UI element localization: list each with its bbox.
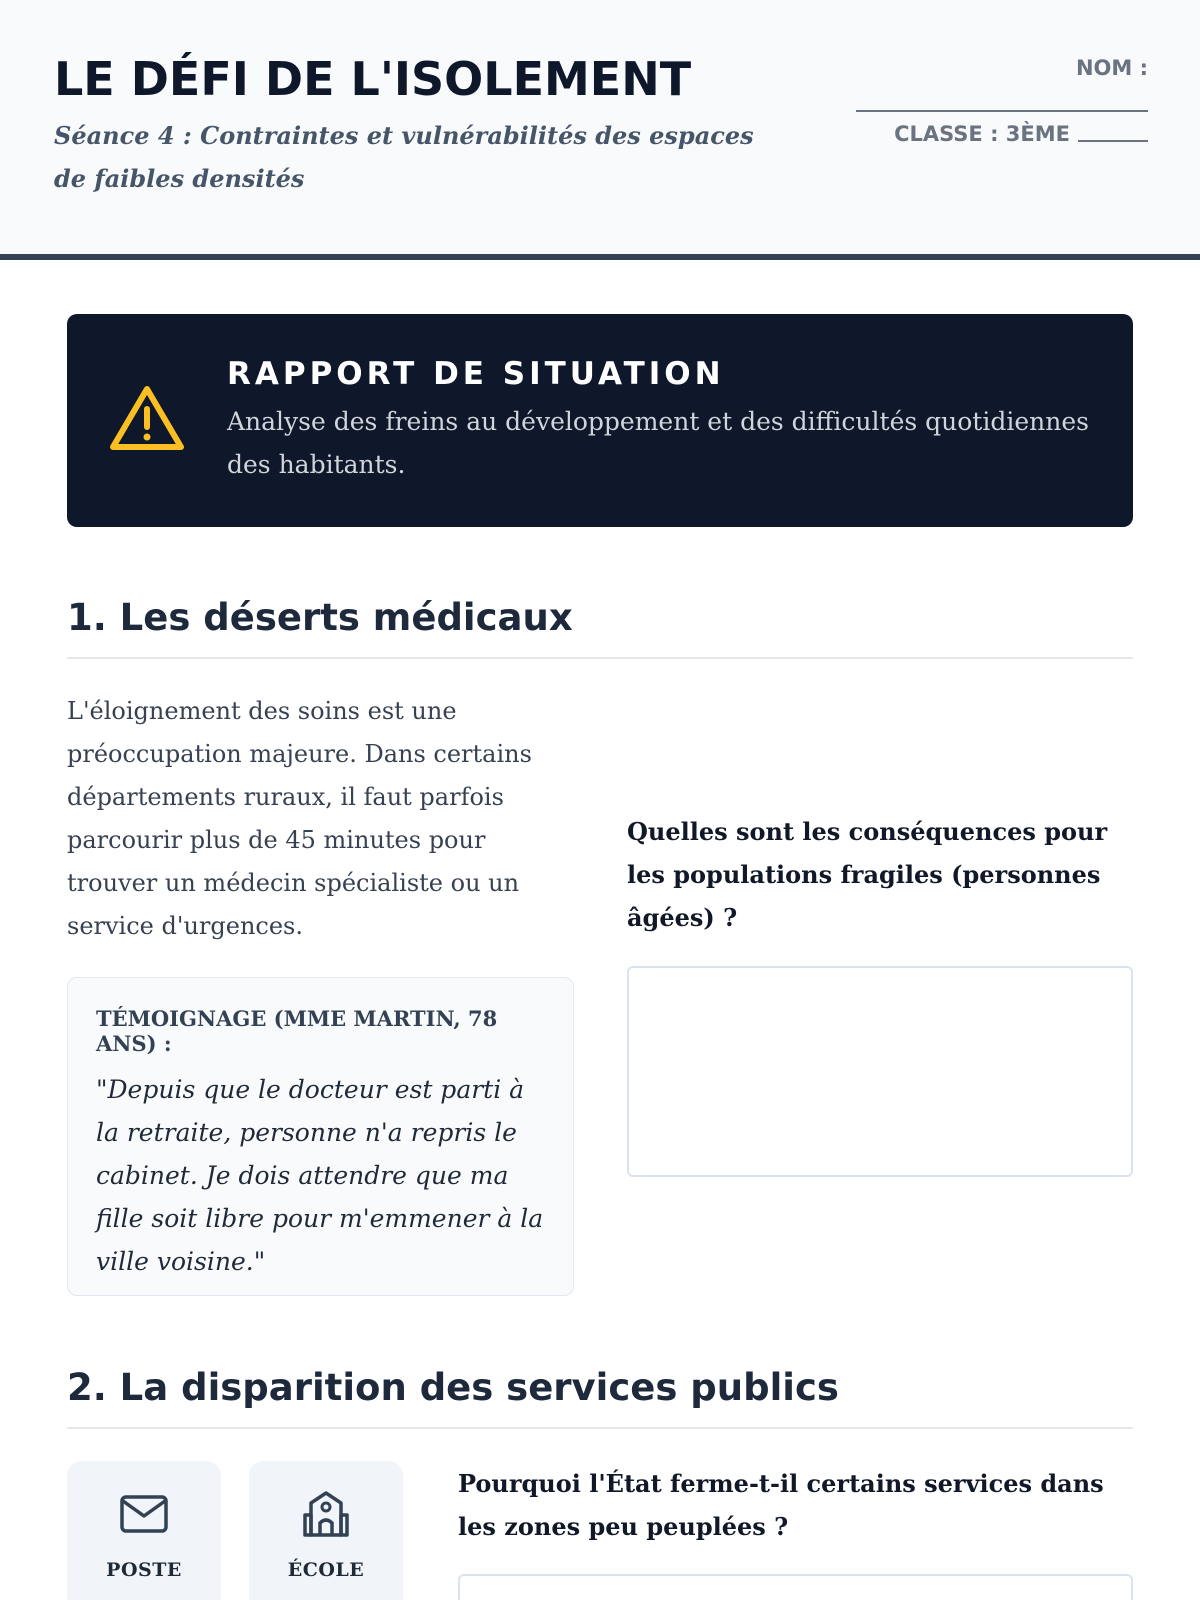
section-title-services-publics: 2. La disparition des services publics [67, 1366, 1133, 1429]
answer-box-1[interactable] [627, 966, 1133, 1177]
service-label-ecole: ÉCOLE [287, 1559, 365, 1581]
testimony-card [67, 977, 574, 1296]
question-1: Quelles sont les conséquences pour les populations fragiles (personnes âgées) ? [627, 817, 1108, 932]
nom-label: NOM : [1075, 56, 1148, 80]
page-subtitle: Séance 4 : Contraintes et vulnérabilités des espaces de faibles densités [54, 121, 754, 193]
service-card-poste [67, 1461, 221, 1600]
situation-banner [67, 314, 1133, 527]
classe-field[interactable] [894, 122, 1148, 146]
envelope-icon [119, 1491, 169, 1537]
section1-intro: L'éloignement des soins est une préoccupation majeure. Dans certains départements ruraux, il faut parfois parcourir plus de 45 minutes pour trouver un médecin spécialiste ou un service d'urgences. [67, 697, 532, 940]
service-card-ecole [249, 1461, 403, 1600]
classe-line [1078, 140, 1148, 142]
service-label-poste: POSTE [106, 1559, 182, 1581]
nom-field[interactable] [856, 110, 1148, 112]
banner-title: RAPPORT DE SITUATION [227, 356, 725, 392]
testimony-quote: "Depuis que le docteur est parti à la retraite, personne n'a repris le cabinet. Je dois attendre que ma fille soit libre pour m'emmener à la ville voisine." [96, 1075, 544, 1276]
answer-box-2[interactable] [458, 1574, 1133, 1600]
worksheet-header [0, 0, 1200, 260]
school-icon [301, 1491, 351, 1537]
section-title-deserts-medicaux: 1. Les déserts médicaux [67, 596, 1133, 659]
warning-icon [109, 384, 185, 452]
classe-label: CLASSE : 3ÈME [894, 122, 1070, 146]
page-title: LE DÉFI DE L'ISOLEMENT [54, 52, 692, 106]
banner-text: Analyse des freins au développement et des difficultés quotidiennes des habitants. [227, 407, 1089, 479]
question-2: Pourquoi l'État ferme-t-il certains services dans les zones peu peuplées ? [458, 1469, 1104, 1541]
testimony-heading: TÉMOIGNAGE (MME MARTIN, 78 ANS) : [96, 1006, 498, 1056]
